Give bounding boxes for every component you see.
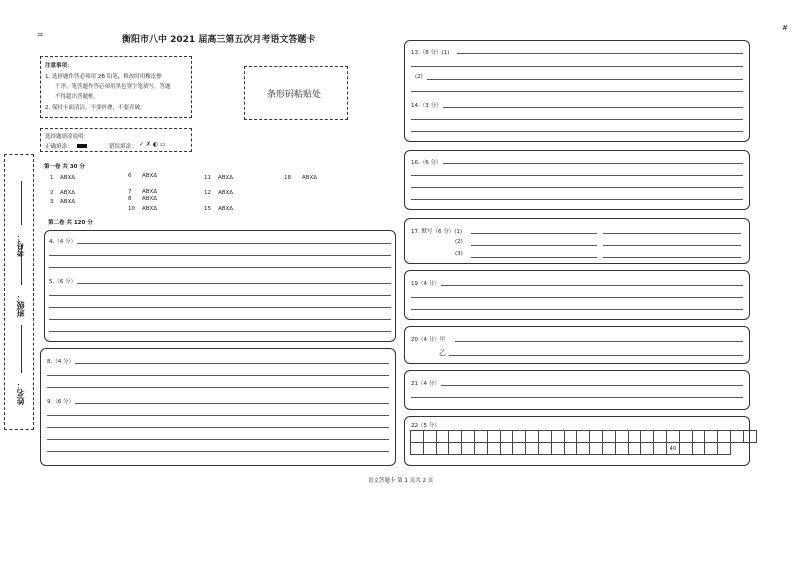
- q17-3-label: (3): [455, 251, 463, 257]
- q8-label: 8.（4 分）: [47, 359, 74, 365]
- grid-cell[interactable]: [512, 442, 526, 455]
- grid-cell[interactable]: [679, 442, 693, 455]
- notice-heading: 注意事项：: [45, 63, 73, 69]
- q16-label: 16.（6 分）: [411, 160, 442, 166]
- answer-box-q19[interactable]: [404, 270, 750, 320]
- grid-cell[interactable]: [551, 442, 565, 455]
- q5-label: 5.（6 分）: [49, 279, 76, 285]
- student-info-strip: [4, 154, 34, 430]
- barcode-label: 条形码粘贴处: [267, 90, 322, 100]
- name-field[interactable]: [21, 325, 22, 373]
- q20-b-label: 乙: [439, 349, 446, 357]
- grid-cell[interactable]: [743, 430, 757, 443]
- answer-box-q22[interactable]: [404, 416, 750, 466]
- fill-instructions: [40, 128, 192, 152]
- grid-cell[interactable]: [487, 442, 501, 455]
- answer-box-q13-q14[interactable]: [404, 40, 750, 142]
- fill-correct-label: 正确填涂：: [45, 144, 73, 150]
- grid-cell[interactable]: 40: [666, 442, 680, 455]
- grid-cell[interactable]: [564, 442, 578, 455]
- grid-cell[interactable]: [538, 442, 552, 455]
- filled-bubble-icon: [77, 144, 87, 148]
- grid-cell[interactable]: [653, 442, 667, 455]
- grid-cell[interactable]: [448, 442, 462, 455]
- answer-box-q4-q5[interactable]: [44, 230, 396, 342]
- grid-cell[interactable]: [436, 442, 450, 455]
- q13-label: 13.（8 分）(1): [411, 50, 450, 56]
- exam-no-label: 考号：: [16, 233, 25, 257]
- class-label: 班级：: [16, 293, 25, 317]
- q13-2-label: (2): [415, 74, 423, 80]
- q9-label: 9.（6 分）: [47, 399, 74, 405]
- grid-cell[interactable]: [500, 442, 514, 455]
- grid-cell[interactable]: [423, 442, 437, 455]
- q20-label: 20（4 分）甲: [411, 337, 446, 343]
- q19-label: 19（4 分）: [411, 281, 440, 287]
- grid-cell[interactable]: [589, 442, 603, 455]
- writing-grid[interactable]: [411, 431, 757, 455]
- notice-line: 干净。笔答题作答必须用黑色签字笔填写，答题: [55, 84, 171, 90]
- grid-cell[interactable]: [525, 442, 539, 455]
- grid-cell[interactable]: [692, 442, 706, 455]
- fill-heading: 选择题填涂说明：: [45, 134, 90, 140]
- answer-box-q21[interactable]: [404, 370, 750, 410]
- grid-cell[interactable]: [602, 442, 616, 455]
- notice-box: [40, 56, 192, 118]
- q14-label: 14.（3 分）: [411, 103, 442, 109]
- notice-line: 1. 选择题作答必须用 2B 铅笔，修改时用橡皮擦: [45, 74, 162, 80]
- grid-cell[interactable]: [576, 442, 590, 455]
- q21-label: 21（4 分）: [411, 381, 440, 387]
- corner-mark-left: =: [37, 30, 44, 39]
- q4-label: 4.（4 分）: [49, 239, 76, 245]
- section1-heading: 第一卷 共 30 分: [44, 164, 85, 170]
- q17-2-label: (2): [455, 239, 463, 245]
- notice-line: 2. 保持卡面清洁，不要折叠，不要弄破。: [45, 105, 146, 111]
- section2-heading: 第二卷 共 120 分: [48, 220, 93, 226]
- grid-cell[interactable]: [730, 430, 744, 443]
- exam-no-field[interactable]: [21, 181, 22, 225]
- grid-cell[interactable]: [628, 442, 642, 455]
- grid-cell[interactable]: [640, 442, 654, 455]
- notice-line: 不得超出答题框。: [55, 94, 100, 100]
- grid-cell[interactable]: [461, 442, 475, 455]
- answer-box-q17[interactable]: [404, 218, 750, 264]
- wrong-marks: ✓ ✗ ◐ ▭: [139, 141, 166, 148]
- corner-mark-right: #: [782, 24, 788, 32]
- barcode-area: [244, 66, 348, 120]
- grid-cell[interactable]: [615, 442, 629, 455]
- fill-wrong-label: 错误填涂：: [109, 144, 137, 150]
- name-label: 姓名：: [16, 381, 25, 405]
- answer-box-q16[interactable]: [404, 150, 750, 210]
- answer-box-q8-q9[interactable]: [40, 348, 396, 466]
- grid-cell[interactable]: [410, 442, 424, 455]
- grid-cell[interactable]: [717, 442, 731, 455]
- page-footer: 语文答题卡 第 1 页共 2 页: [368, 478, 434, 484]
- grid-cell[interactable]: [704, 442, 718, 455]
- page-title: 衡阳市八中 2021 届高三第五次月考语文答题卡: [122, 35, 316, 45]
- grid-cell[interactable]: [474, 442, 488, 455]
- q17-label: 17. 默写（6 分）(1): [411, 229, 463, 235]
- answer-box-q20[interactable]: [404, 326, 750, 364]
- q22-label: 22（5 分）: [411, 423, 440, 429]
